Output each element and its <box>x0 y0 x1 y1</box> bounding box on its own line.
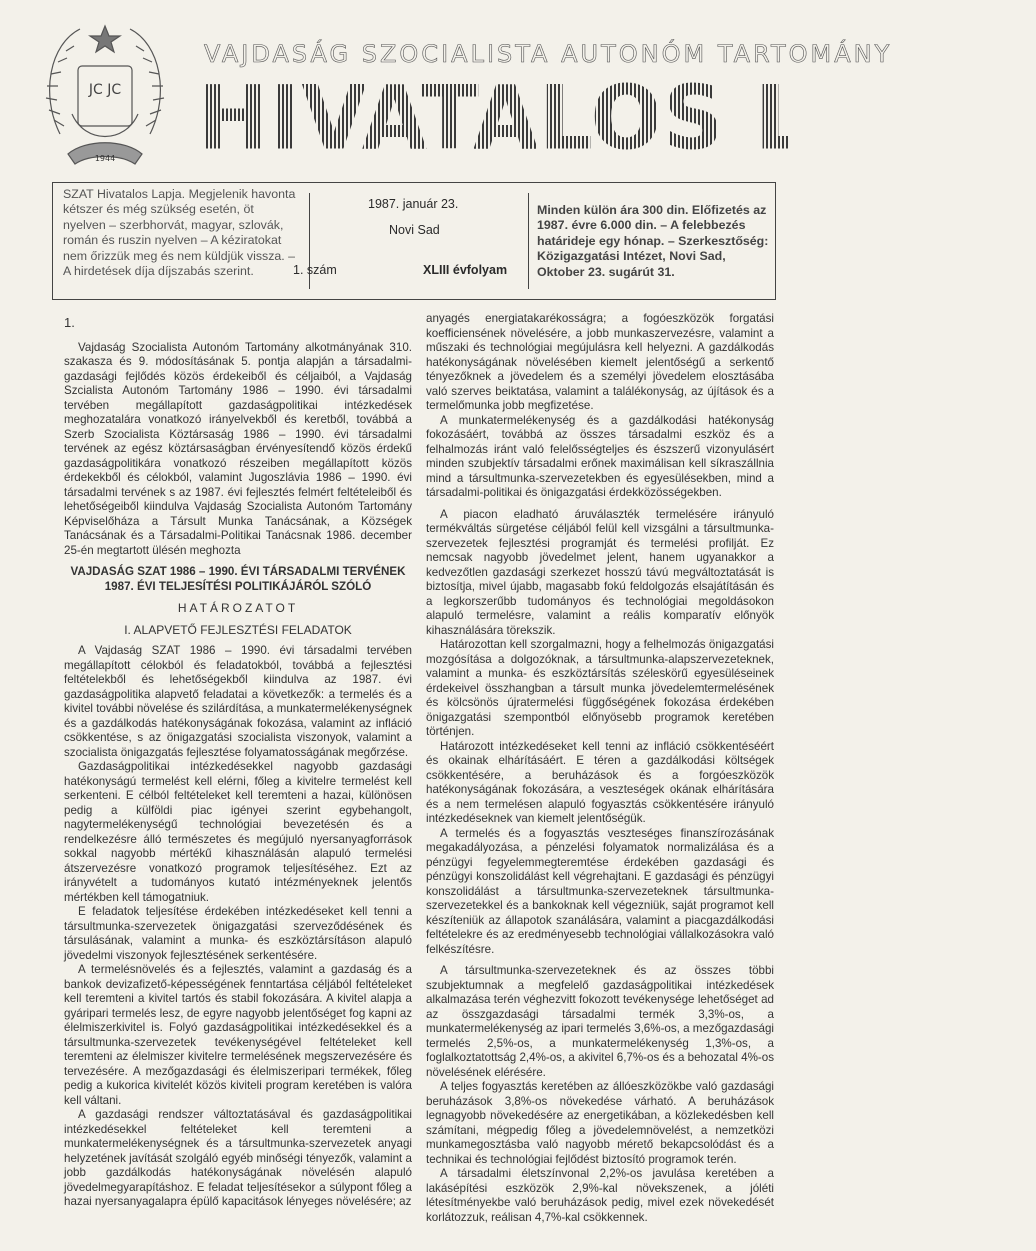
divider <box>528 193 529 289</box>
publication-terms: SZAT Hivatalos Lapja. Megjelenik havonta kétszer és még szükség esetén, öt nyelven – szerbhorvát, magyar, szlovák, román és ruszin nyelven – A kéziratokat nem őrizzük meg és nem küldjük vissza. – A hirdetések díja díjszabás szerint. <box>63 187 296 279</box>
coat-of-arms-icon <box>40 14 170 174</box>
intro-paragraph: Vajdaság Szocialista Autonóm Tartomány alkotmányának 310. szakasza és 9. módosításának 5. pontja alapján a társadalmi-gazdasági fejlődés közös érdekeiből és céljaiból, a Vajdaság Szcialista Autonóm Tartomány 1986 – 1990. évi társadalmi tervében megállapított gazdaságpolitikai intézkedések meghozatalára vonatkozó irányelvekből és keretből, továbbá a Szerb Szocialista Köztársaság 1986 – 1990. évi társadalmi tervének az egész köztársaságban érvényesítendő közös érdekű gazdaságpolitikára vonatkozó részeiben megállapított közös érdekekből és célokból, valamint Jugoszlávia 1986 – 1990. évi társadalmi tervének s az 1987. évi fejlesztés felmért feltételeiből és lehetőségeiből kiindulva Vajdaság Szocialista Autonóm Tartomány Képviselőháza a Társult Munka Tanácsának, a Községek Tanácsának és a Társadalmi-Politikai Tanácsnak 1986. december 25-én megtartott ülésén meghozta <box>64 340 412 557</box>
chapter-title: I. ALAPVETŐ FEJLESZTÉSI FELADATOK <box>124 622 352 637</box>
body-paragraph: A gazdasági rendszer változtatásával és gazdaságpolitikai intézkedésekkel feltételeket kell teremteni a munkatermelékenységnek és a társultmunka-szervezetek anyagi helyzetének javítását szolgáló egyéb minőségi tényezők, valamint a jobb gazdálkodás hatékonyságának növelésén alapuló jövedelmegyarapításhoz. E feladat teljesítésekor a súlypont főleg a hazai nyersanyagalapra épülő kapacitások lényeges növelésére; az <box>64 1108 412 1208</box>
masthead-top-line: VAJDASÁG SZOCIALISTA AUTONÓM TARTOMÁNY <box>204 40 893 68</box>
body-paragraph: anyagés energiatakarékosságra; a fogóeszközök forgatási koefficiensének növelésére, a jobb munkaszervezésre, valamint a műszaki és technológiai megújulásra kell helyezni. A gazdálkodás hatékonyságának növelésében kiemelt jelentőségű a serkentő tényezőknek a jövedelem és a személyi jövedelem elosztásába való szerves beiktatása, valamint a találékonyság, az újítások és a termelőmunka jobb megfizetése. <box>426 312 774 412</box>
left-column <box>64 316 412 1210</box>
body-paragraph: Gazdaságpolitikai intézkedésekkel nagyobb gazdasági hatékonyságú termelést kell elérni, főleg a kivitelre termelést kell serkenteni. E célból feltételeket kell teremteni a hazai, különösen pedig a külföldi piac igényei szerint egybehangolt, nagytermelékenységű technológiai bevezetésén és a rendelkezésre álló természetes és megújuló nyersanyagforrások sokkal nagyobb mértékű kihasználásán alapuló termelési átszervezésre vonatkozó programok teljesítéséhez. Ezt az irányvételt a tudományos kutató intézményeknek jelentős mértékben kell támogatniuk. <box>64 760 412 904</box>
body-paragraph: E feladatok teljesítése érdekében intézkedéseket kell tenni a társultmunka-szervezetek önigazgatási szerveződésének és társulásának, valamint a munka- és eszköztársításon alapuló jövedelmi viszonyok fejlesztésének serkentésére. <box>64 905 412 962</box>
right-column <box>426 312 774 1225</box>
body-paragraph: A termelés és a fogyasztás veszteséges finanszírozásának megakadályozása, a pénzelési folyamatok normalizálása és a pénzügyi fegyelemmegteremtése érdekében gazdasági és pénzügyi konszolidálást kell végrehajtani. E gazdasági és pénzügyi konszolidálást a társultmunka-szervezeteknek társultmunka-szervezetekkel és a bankoknak kell végezniük, saját programot kell készíteniük az állapotok szanálására, valamint a piacgazdálkodási feltételekre és az eredményesebb technológiai vállalkozásokra való felkészítésre. <box>426 826 774 956</box>
body-paragraph: A teljes fogyasztás keretében az állóeszközökbe való gazdasági beruházások 3,8%-os növekedése várható. A beruházások legnagyobb növekedésére az energetikában, a közlekedésben kell számítani, mégpedig főleg a jövedelemnövelést, a nemzetközi munkamegosztásba való nagyobb mérető bekapcsolódást és a technikai és technológiai fejlődést biztosító programok terén. <box>426 1080 774 1166</box>
decision-title: HATÁROZATOT <box>177 601 299 615</box>
body-paragraph: A társultmunka-szervezeteknek és az összes többi szubjektumnak a megfelelő gazdaságpolitikai intézkedések alkalmazása terén véghezvitt fokozott tevékenysége lehetőséget ad az összgazdasági társadalmi termék 3,3%-os, a munkatermelékenység az ipari termelés 3,6%-os, a mezőgazdasági termelés 2,5%-os, a munkatermelékenység 1,3%-os, a foglalkoztatottság 2,4%-os, a akivitel 6,7%-os és a behozatal 4%-os növelésének elérésére. <box>426 964 775 1079</box>
publication-info-box <box>52 182 776 300</box>
issue-date: 1987. január 23. <box>368 197 459 211</box>
body-paragraph: A társadalmi életszínvonal 2,2%-os javulása keretében a lakásépítési eszközök 2,9%-kal növekszenek, a jóléti létesítményekbe való beruházások pedig, mivel ezek növekedését korlátozzuk, reálisan 4,7%-kal csökkennek. <box>426 1167 774 1224</box>
body-paragraph: A munkatermelékenység és a gazdálkodási hatékonyság fokozásáért, továbbá az összes társadalmi eszköz és a felhalmozás iránt való felelősségteljes és észszerű vizonyulásért minden szubjektív társadalmi erőnek maximálisan kell síkraszállnia mind a társultmunka-szervezetekben és egyesülésekben, mind a társadalmi-politikai és önigazgatási érdekközösségekben. <box>426 413 774 499</box>
issue-number: 1. szám <box>293 263 337 277</box>
body-paragraph: A Vajdaság SZAT 1986 – 1990. évi társadalmi tervében megállapított célokból és feladatokból, továbbá a fejlesztési feltételekből és lehetőségekből kiindulva az 1987. évi gazdaságpolitika alapvető feladatai a következők: a termelés és a kivitel további növelése és szilárdítása, a munkatermelékenységnek és a gazdálkodás hatékonyságának fokozása, valamint az infláció csökkentése, s az önigazgatási szocialista viszonyok, valamint a szocialista önigazgatás fejlesztése folyamatosságának megőrzése. <box>64 644 412 759</box>
section-number: 1. <box>64 315 75 330</box>
masthead-title: HIVATALOS LAPJA <box>198 66 1036 170</box>
body-paragraph: Határozottan kell szorgalmazni, hogy a felhelmozás önigazgatási mozgósítása a dolgozóknak, a társultmunka-alapszervezeteknek, valamint a munka- és eszköztársítás széleskörű egyesüléseinek érdekeivel összhangban a társult munka jövedelemtermelésének és kölcsönös újratermelési függőségének fokozása érdekében önigazgatási szempontból előnyösebb programok keretében történjen. <box>426 638 774 738</box>
emblem-letters: JC JC <box>88 82 122 98</box>
subscription-info: Minden külön ára 300 din. Előfizetés az 1987. évre 6.000 din. – A felebbezés határideje egy hónap. – Szerkesztőség: Közigazgatási Intézet, Novi Sad, Oktober 23. sugárút 31. <box>537 203 769 279</box>
volume-year: XLIII évfolyam <box>423 263 508 277</box>
issue-place: Novi Sad <box>389 223 440 237</box>
decision-heading: VAJDASÁG SZAT 1986 – 1990. ÉVI TÁRSADALMI TERVÉNEK 1987. ÉVI TELJESÍTÉSI POLITIKÁJÁRÓL SZÓLÓ <box>70 565 406 593</box>
body-paragraph: Határozott intézkedéseket kell tenni az infláció csökkentéséért és okainak elhárításáért. E téren a gazdálkodási költségek csökkentésére, a beruházások és a forgóeszközök hatékonyságának fokozására, a veszteségek okának elhárítására és a nem termelésen alapuló fogyasztás csökkentésére irányuló intézkedéseknek van kiemelt jelentőségük. <box>426 739 774 825</box>
emblem-years: 1944 <box>94 154 116 163</box>
body-paragraph: A piacon eladható áruválaszték termelésére irányuló termékváltás sürgetése céljából felül kell vizsgálni a társultmunka-szervezetek fejlesztési programját és termelési profilját. Ez nemcsak nagyobb jövedelmet jelent, hanem ugyanakkor a kedvezőtlen gazdasági szerkezet hosszú távú megváltoztatását is biztosítja, mivel újabb, magasabb fokú feldolgozás elsajátításán és a legkorszerűbb tudományos és technológiai megoldásokon alapuló termelésre, valamint a reális komparatív előnyök kihasználására törekszik. <box>426 507 774 637</box>
body-paragraph: A termelésnövelés és a fejlesztés, valamint a gazdaság és a bankok devizafizető-képességének fenntartása céljából feltételeket kell teremteni a kivitel tartós és stabil fokozására. A kivitel alapja a gyáripari termelés lesz, de egyre nagyobb jelentőséget fog kapni az élelmiszerkivitel is. Folyó gazdaságpolitikai intézkedésekkel és a társultmunka-szervezetek tevékenységével feltételeket kell teremteni az élelmiszer kivitelre termelésének megszervezésére és tervezésére. A mezőgazdasági és élelmiszeripari termékek, főleg pedig a kukorica kivitelét közös kiviteli program keretében is valóra kell váltani. <box>64 963 412 1107</box>
